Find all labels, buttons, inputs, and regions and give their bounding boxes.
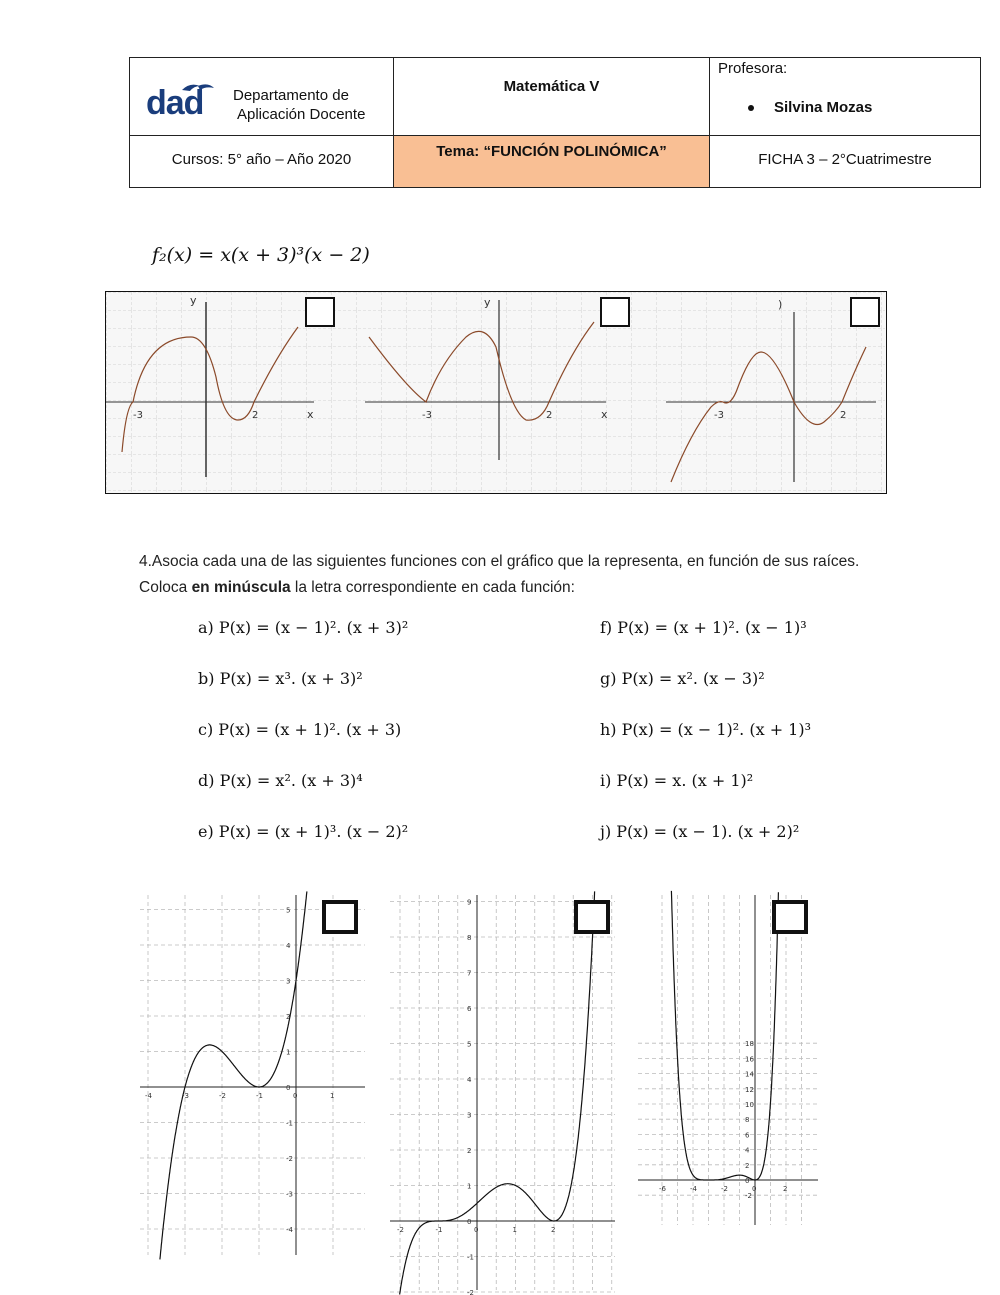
x-tick-label: 2 — [783, 1185, 788, 1193]
y-tick-label: 3 — [467, 1111, 472, 1120]
x-tick-label: -2 — [397, 1226, 404, 1234]
exercise4-statement: 4.Asocia cada una de las siguientes funciones con el gráfico que la representa, en función de sus raíces. Coloca en minúscula la letra correspondiente en cada función: — [139, 553, 860, 596]
subject-title: Matemática V — [503, 78, 600, 95]
graphs-strip-svg — [106, 292, 885, 492]
y-tick-label: 14 — [745, 1070, 754, 1079]
y-tick-label: -2 — [286, 1155, 293, 1163]
answer-box-graph4-3[interactable] — [772, 900, 808, 934]
y-tick-label: 10 — [745, 1101, 754, 1109]
header-table — [129, 57, 981, 188]
y-tick-label: 1 — [467, 1182, 472, 1191]
answer-box-graph4-1[interactable] — [322, 900, 358, 934]
function-j: j) P(x) = (x − 1). (x + 2)² — [600, 822, 800, 841]
y-tick-label: 0 — [467, 1218, 472, 1226]
y-tick-label: 16 — [745, 1055, 754, 1064]
y-tick-label: 1 — [286, 1048, 291, 1057]
bullet-icon — [748, 105, 754, 111]
y-tick-label: -3 — [286, 1190, 293, 1199]
function-f: f) P(x) = (x + 1)². (x − 1)³ — [600, 618, 807, 637]
svg-text:y: y — [484, 296, 491, 309]
x-tick-label: 0 — [752, 1185, 757, 1193]
x-tick-label: -6 — [659, 1185, 666, 1193]
graph4-2-svg — [390, 895, 615, 1295]
y-tick-label: 18 — [745, 1040, 754, 1049]
teacher-name: Silvina Mozas — [748, 99, 872, 116]
curve — [671, 891, 778, 1180]
teacher-label: Profesora: — [718, 60, 788, 77]
y-tick-label: 3 — [286, 977, 291, 986]
y-tick-label: -1 — [467, 1253, 474, 1262]
y-tick-label: 6 — [467, 1005, 472, 1013]
y-tick-label: 5 — [467, 1040, 472, 1049]
y-tick-label: 4 — [286, 942, 291, 950]
function-c: c) P(x) = (x + 1)². (x + 3) — [198, 720, 402, 739]
function-e: e) P(x) = (x + 1)³. (x − 2)² — [198, 822, 409, 841]
function-b: b) P(x) = x³. (x + 3)² — [198, 669, 363, 688]
y-tick-label: 8 — [467, 934, 472, 942]
y-tick-label: 8 — [745, 1116, 750, 1125]
svg-text:x: x — [601, 408, 608, 421]
function-a: a) P(x) = (x − 1)². (x + 3)² — [198, 618, 409, 637]
y-tick-label: 2 — [286, 1013, 291, 1021]
svg-text:2: 2 — [546, 410, 553, 421]
function-d: d) P(x) = x². (x + 3)⁴ — [198, 771, 363, 790]
svg-text:): ) — [778, 298, 783, 311]
graph4-1-svg — [140, 895, 365, 1255]
sheet-text: FICHA 3 – 2°Cuatrimestre — [758, 151, 932, 168]
x-tick-label: -4 — [690, 1185, 697, 1193]
function-label: f₂(x) = x(x + 3)³(x − 2) — [152, 244, 370, 266]
y-tick-label: 6 — [745, 1131, 750, 1140]
x-tick-label: -4 — [145, 1092, 152, 1100]
courses-text: Cursos: 5° año – Año 2020 — [171, 151, 352, 168]
svg-text:2: 2 — [840, 410, 847, 421]
dad-logo: dad — [146, 80, 226, 128]
svg-text:-3: -3 — [422, 410, 432, 421]
y-tick-label: -1 — [286, 1119, 293, 1128]
y-tick-label: -2 — [467, 1289, 474, 1295]
svg-text:x: x — [307, 408, 314, 421]
graph4-3 — [638, 895, 818, 1225]
y-tick-label: 4 — [467, 1076, 472, 1084]
answer-box-graph-3[interactable] — [850, 297, 880, 327]
answer-box-graph-2[interactable] — [600, 297, 630, 327]
svg-text:-3: -3 — [133, 410, 143, 421]
y-tick-label: 5 — [286, 906, 291, 915]
y-tick-label: -2 — [745, 1192, 752, 1201]
y-tick-label: 2 — [745, 1161, 750, 1170]
curve — [160, 891, 307, 1259]
x-tick-label: -2 — [219, 1092, 226, 1100]
svg-text:y: y — [190, 294, 197, 307]
x-tick-label: 2 — [551, 1226, 556, 1234]
y-tick-label: 0 — [286, 1084, 291, 1092]
svg-text:2: 2 — [252, 410, 259, 421]
x-tick-label: -2 — [721, 1185, 728, 1193]
function-h: h) P(x) = (x − 1)². (x + 1)³ — [600, 720, 812, 739]
x-tick-label: 0 — [474, 1226, 479, 1234]
y-tick-label: 9 — [467, 898, 472, 907]
x-tick-label: 0 — [293, 1092, 298, 1100]
y-tick-label: 0 — [745, 1177, 750, 1185]
topic-text: Tema: “FUNCIÓN POLINÓMICA” — [436, 143, 667, 160]
answer-box-graph4-2[interactable] — [574, 900, 610, 934]
svg-text:-3: -3 — [714, 410, 724, 421]
function-g: g) P(x) = x². (x − 3)² — [600, 669, 765, 688]
x-tick-label: 1 — [512, 1226, 517, 1234]
graph4-1 — [140, 895, 365, 1255]
x-tick-label: -1 — [435, 1226, 443, 1234]
answer-box-graph-1[interactable] — [305, 297, 335, 327]
x-tick-label: -3 — [182, 1092, 189, 1100]
curve — [400, 891, 595, 1294]
function-i: i) P(x) = x. (x + 1)² — [600, 771, 754, 790]
department-line1: Departamento de — [233, 87, 349, 104]
x-tick-label: -1 — [256, 1092, 263, 1100]
y-tick-label: -4 — [286, 1226, 293, 1234]
y-tick-label: 2 — [467, 1147, 472, 1155]
graph4-2 — [390, 895, 615, 1295]
y-tick-label: 12 — [745, 1085, 754, 1094]
graphs-strip — [105, 291, 887, 494]
y-tick-label: 7 — [467, 969, 472, 978]
y-tick-label: 4 — [745, 1146, 750, 1155]
x-tick-label: 1 — [330, 1092, 335, 1100]
department-line2: Aplicación Docente — [237, 106, 366, 123]
graph4-3-svg — [638, 895, 818, 1225]
